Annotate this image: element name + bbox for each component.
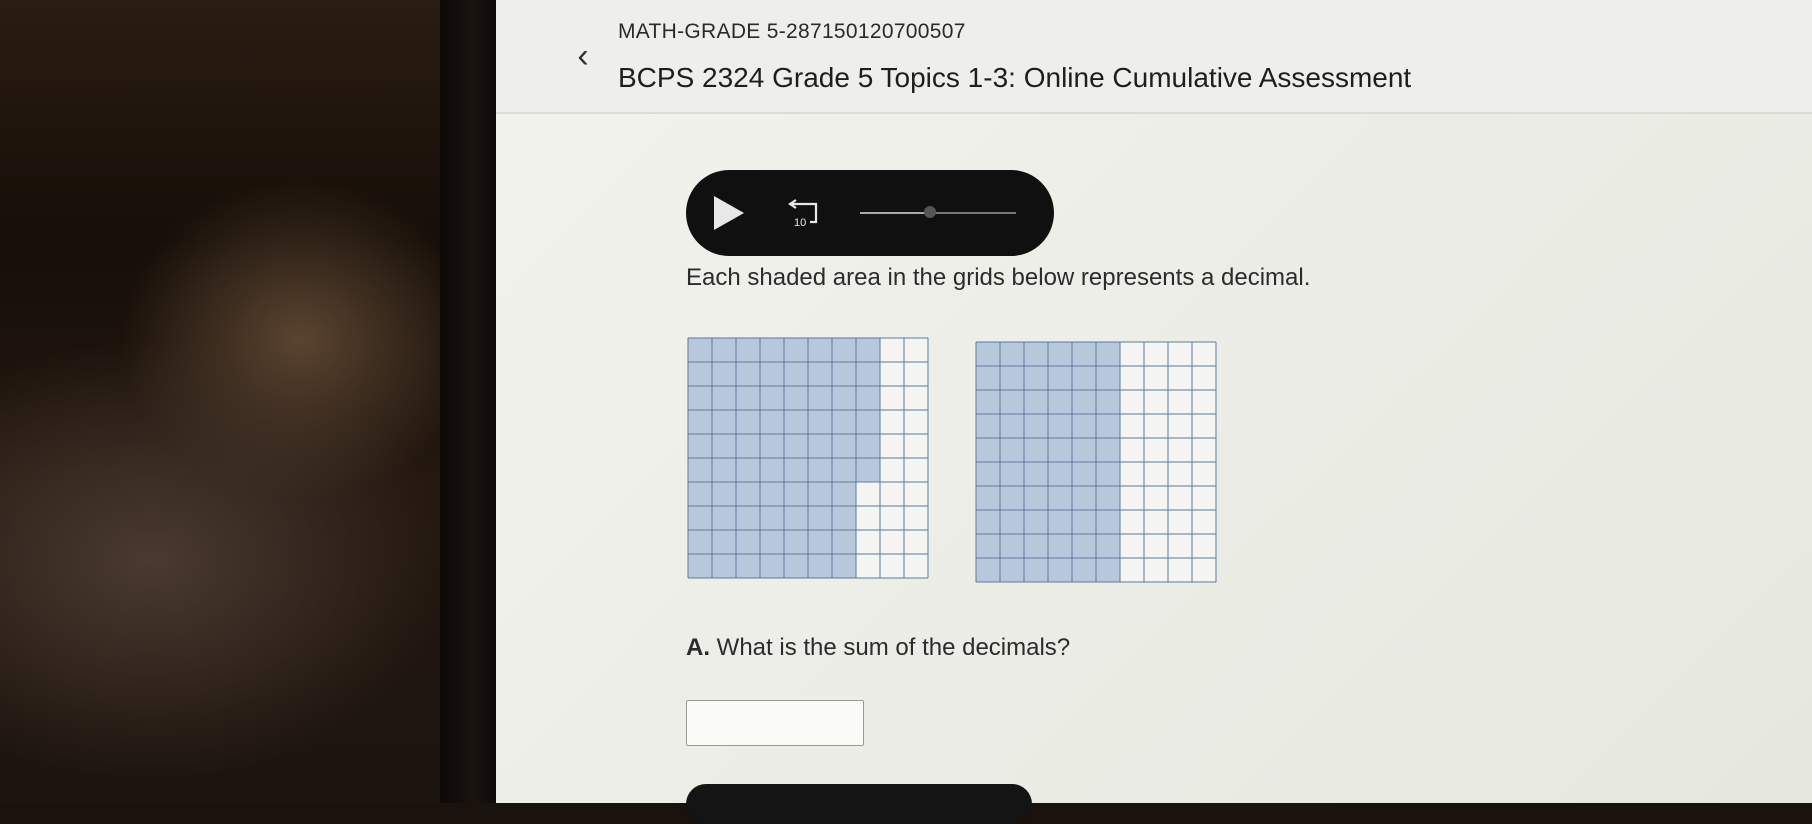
- shaded-cell: [808, 482, 832, 506]
- shaded-cell: [856, 338, 880, 362]
- shaded-cell: [1000, 414, 1024, 438]
- shaded-cell: [832, 362, 856, 386]
- shaded-cell: [832, 506, 856, 530]
- shaded-cell: [832, 386, 856, 410]
- shaded-cell: [1096, 558, 1120, 582]
- shaded-cell: [784, 338, 808, 362]
- shaded-cell: [808, 338, 832, 362]
- question-a: [686, 634, 1070, 662]
- shaded-cell: [976, 414, 1000, 438]
- shaded-cell: [1072, 486, 1096, 510]
- shaded-cell: [976, 438, 1000, 462]
- shaded-cell: [760, 434, 784, 458]
- shaded-cell: [784, 458, 808, 482]
- shaded-cell: [688, 386, 712, 410]
- shaded-cell: [1000, 534, 1024, 558]
- shaded-cell: [1048, 510, 1072, 534]
- shaded-cell: [712, 554, 736, 578]
- shaded-cell: [736, 554, 760, 578]
- shaded-cell: [784, 386, 808, 410]
- question-part-label: A.: [686, 634, 710, 661]
- shaded-cell: [1072, 558, 1096, 582]
- shaded-cell: [1000, 438, 1024, 462]
- replay-label: 10: [794, 217, 807, 229]
- shaded-cell: [1024, 510, 1048, 534]
- shaded-cell: [1072, 510, 1096, 534]
- shaded-cell: [1000, 366, 1024, 390]
- shaded-cell: [832, 338, 856, 362]
- shaded-cell: [1072, 534, 1096, 558]
- shaded-cell: [1024, 486, 1048, 510]
- shaded-cell: [856, 410, 880, 434]
- shaded-cell: [976, 366, 1000, 390]
- shaded-cell: [1000, 558, 1024, 582]
- hundred-grid-1: [686, 336, 931, 584]
- shaded-cell: [1048, 486, 1072, 510]
- shaded-cell: [808, 410, 832, 434]
- shaded-cell: [808, 362, 832, 386]
- shaded-cell: [1048, 438, 1072, 462]
- shaded-cell: [736, 386, 760, 410]
- shaded-cell: [856, 458, 880, 482]
- shaded-cell: [1096, 438, 1120, 462]
- shaded-cell: [976, 558, 1000, 582]
- page-title: BCPS 2324 Grade 5 Topics 1-3: Online Cumulative Assessment: [618, 62, 1412, 93]
- shaded-cell: [712, 362, 736, 386]
- shaded-cell: [1048, 414, 1072, 438]
- progress-knob[interactable]: [924, 206, 936, 218]
- shaded-cell: [712, 410, 736, 434]
- screen-bezel: [440, 0, 496, 803]
- replay-10-button[interactable]: [786, 192, 826, 232]
- shaded-cell: [760, 410, 784, 434]
- shaded-cell: [808, 386, 832, 410]
- shaded-cell: [1072, 366, 1096, 390]
- shaded-cell: [1024, 558, 1048, 582]
- shaded-cell: [1000, 342, 1024, 366]
- shaded-cell: [808, 434, 832, 458]
- shaded-cell: [808, 506, 832, 530]
- progress-fill: [860, 212, 930, 214]
- app-screen: [496, 0, 1812, 803]
- chevron-left-icon: ‹: [577, 37, 589, 75]
- shaded-cell: [736, 410, 760, 434]
- decimal-grid-1: [686, 336, 931, 584]
- shaded-cell: [832, 458, 856, 482]
- shaded-cell: [976, 342, 1000, 366]
- decimal-grid-2: [974, 340, 1219, 588]
- shaded-cell: [760, 554, 784, 578]
- shaded-cell: [976, 486, 1000, 510]
- replay-10-icon: [786, 192, 826, 232]
- shaded-cell: [688, 458, 712, 482]
- shaded-cell: [832, 482, 856, 506]
- shaded-cell: [1000, 462, 1024, 486]
- shaded-cell: [1096, 462, 1120, 486]
- shaded-cell: [976, 534, 1000, 558]
- shaded-cell: [1096, 366, 1120, 390]
- assessment-code: MATH-GRADE 5-287150120700507: [618, 20, 966, 43]
- shaded-cell: [736, 530, 760, 554]
- shaded-cell: [736, 458, 760, 482]
- shaded-cell: [1072, 462, 1096, 486]
- shaded-cell: [760, 530, 784, 554]
- shaded-cell: [784, 554, 808, 578]
- shaded-cell: [856, 434, 880, 458]
- shaded-cell: [688, 482, 712, 506]
- shaded-cell: [736, 482, 760, 506]
- shaded-cell: [688, 554, 712, 578]
- shaded-cell: [1096, 510, 1120, 534]
- shaded-cell: [784, 482, 808, 506]
- shaded-cell: [1072, 342, 1096, 366]
- shaded-cell: [712, 434, 736, 458]
- shaded-cell: [832, 410, 856, 434]
- shaded-cell: [760, 386, 784, 410]
- shaded-cell: [808, 554, 832, 578]
- shaded-cell: [712, 530, 736, 554]
- shaded-cell: [760, 506, 784, 530]
- shaded-cell: [784, 530, 808, 554]
- shaded-cell: [976, 510, 1000, 534]
- hundred-grid-2: [974, 340, 1219, 588]
- shaded-cell: [1024, 534, 1048, 558]
- shaded-cell: [712, 386, 736, 410]
- header-bar: [496, 0, 1812, 114]
- shaded-cell: [784, 506, 808, 530]
- shaded-cell: [1096, 414, 1120, 438]
- shaded-cell: [688, 362, 712, 386]
- shaded-cell: [976, 390, 1000, 414]
- shaded-cell: [712, 338, 736, 362]
- shaded-cell: [1072, 414, 1096, 438]
- shaded-cell: [1000, 510, 1024, 534]
- shaded-cell: [736, 434, 760, 458]
- shaded-cell: [832, 530, 856, 554]
- shaded-cell: [1072, 390, 1096, 414]
- shaded-cell: [1000, 486, 1024, 510]
- shaded-cell: [1048, 534, 1072, 558]
- shaded-cell: [1024, 366, 1048, 390]
- shaded-cell: [1096, 390, 1120, 414]
- shaded-cell: [1048, 342, 1072, 366]
- background-surround: [0, 0, 500, 803]
- shaded-cell: [832, 434, 856, 458]
- shaded-cell: [1024, 462, 1048, 486]
- back-button[interactable]: [568, 36, 598, 76]
- shaded-cell: [784, 362, 808, 386]
- shaded-cell: [1096, 534, 1120, 558]
- shaded-cell: [688, 506, 712, 530]
- shaded-cell: [760, 458, 784, 482]
- shaded-cell: [688, 530, 712, 554]
- shaded-cell: [856, 386, 880, 410]
- shaded-cell: [784, 410, 808, 434]
- shaded-cell: [856, 362, 880, 386]
- shaded-cell: [760, 482, 784, 506]
- shaded-cell: [1072, 438, 1096, 462]
- shaded-cell: [712, 506, 736, 530]
- shaded-cell: [1024, 390, 1048, 414]
- shaded-cell: [832, 554, 856, 578]
- shaded-cell: [760, 362, 784, 386]
- shaded-cell: [736, 338, 760, 362]
- shaded-cell: [1024, 414, 1048, 438]
- shaded-cell: [688, 434, 712, 458]
- shaded-cell: [712, 458, 736, 482]
- shaded-cell: [1024, 438, 1048, 462]
- shaded-cell: [1024, 342, 1048, 366]
- answer-input[interactable]: [686, 700, 864, 746]
- shaded-cell: [736, 506, 760, 530]
- shaded-cell: [808, 530, 832, 554]
- shaded-cell: [688, 338, 712, 362]
- shaded-cell: [712, 482, 736, 506]
- question-text: What is the sum of the decimals?: [716, 634, 1071, 661]
- shaded-cell: [760, 338, 784, 362]
- shaded-cell: [1048, 390, 1072, 414]
- shaded-cell: [1096, 486, 1120, 510]
- shaded-cell: [1048, 366, 1072, 390]
- play-icon[interactable]: [714, 196, 744, 230]
- progress-track[interactable]: [860, 212, 1016, 214]
- shaded-cell: [1048, 462, 1072, 486]
- shaded-cell: [736, 362, 760, 386]
- shaded-cell: [688, 410, 712, 434]
- shaded-cell: [1096, 342, 1120, 366]
- shaded-cell: [1048, 558, 1072, 582]
- audio-player: [686, 170, 1054, 256]
- shaded-cell: [808, 458, 832, 482]
- shaded-cell: [1000, 390, 1024, 414]
- question-prompt: Each shaded area in the grids below represents a decimal.: [686, 264, 1311, 291]
- submit-button[interactable]: [686, 784, 1032, 824]
- shaded-cell: [976, 462, 1000, 486]
- shaded-cell: [784, 434, 808, 458]
